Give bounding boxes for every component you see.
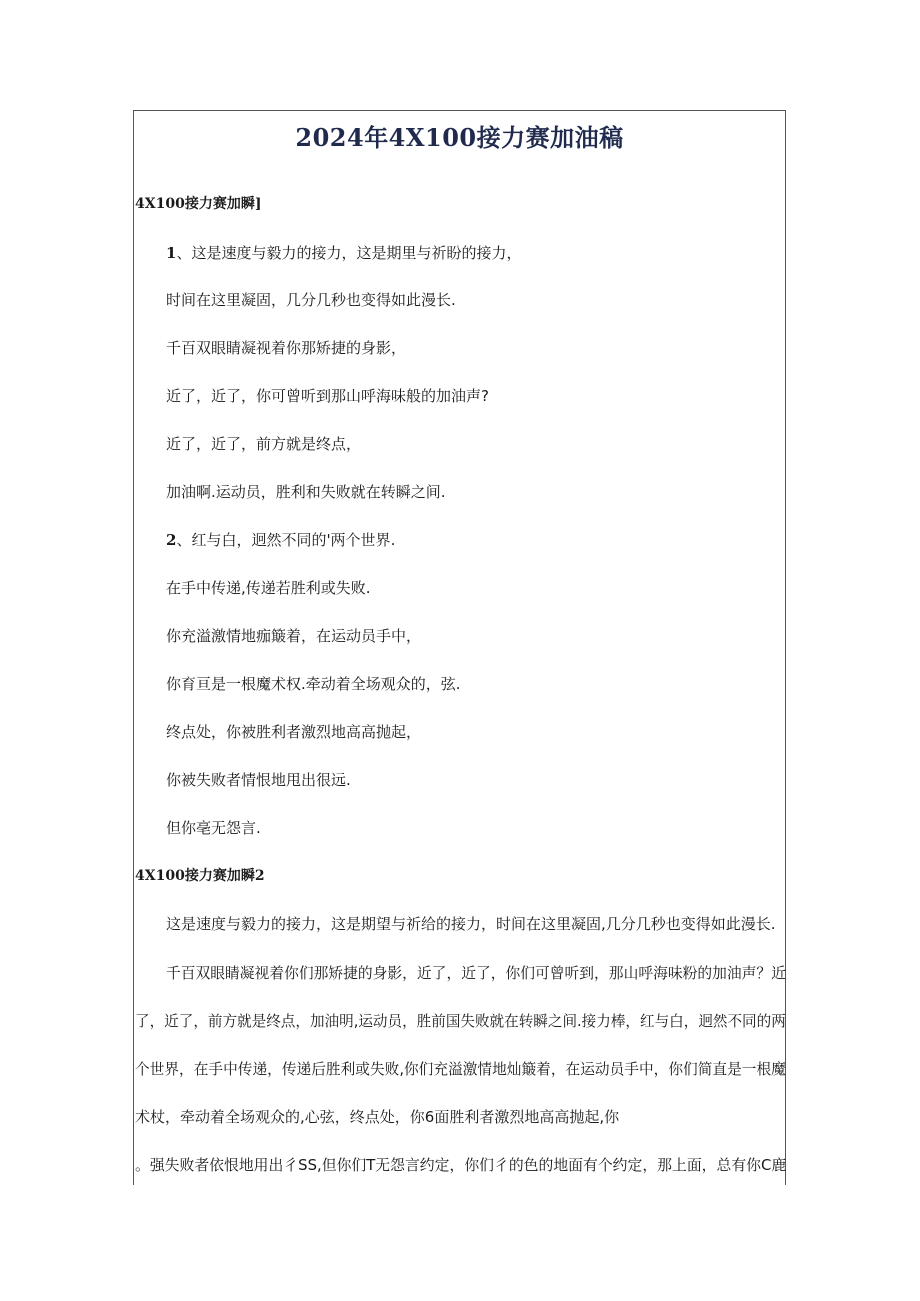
poem-line: 近了，近了，前方就是终点，: [166, 435, 362, 453]
paragraph-3: 。强失败者依恨地用出彳SS,但你们T无怨言约定，你们彳的色的地面有个约定，那上面，总有你C鹿: [135, 1156, 787, 1174]
paragraph-2-line: 个世界，在手中传递，传递后胜利或失败,你们充溢激情地灿簸着，在运动员手中，你们简直是一根魔: [135, 1060, 786, 1078]
poem-line: 你充溢激情地痂簸着，在运动员手中，: [166, 627, 422, 645]
paragraph-2-line: 术杖，牵动着全场观众的,心弦，终点处，你6面胜利者激烈地高高抛起,你: [135, 1108, 620, 1126]
poem-line: 加油啊.运动员，胜利和失败就在转瞬之间.: [166, 483, 446, 501]
item-number: 1: [166, 244, 177, 262]
item-number: 2: [166, 531, 177, 549]
poem-line: 时间在这里凝固，几分几秒也变得如此漫长.: [166, 291, 456, 309]
item-text: 、红与白，迥然不同的'两个世界.: [176, 531, 396, 549]
poem-line: 近了，近了，你可曾听到那山呼海味般的加油声?: [166, 387, 489, 405]
poem-line: 终点处，你被胜利者激烈地高高抛起，: [166, 723, 422, 741]
section-heading-2: 4X100接力赛加瞬2: [135, 868, 265, 884]
paragraph-1: 这是速度与毅力的接力，这是期望与祈给的接力，时间在这里凝固,几分几秒也变得如此漫长.: [166, 915, 776, 933]
poem-item-2: [166, 530, 395, 550]
poem-item-1: [166, 243, 521, 263]
poem-line: 你被失败者情恨地甩出很远.: [166, 771, 351, 789]
paragraph-2-line: 了，近了，前方就是终点，加油明,运动员，胜前国失败就在转瞬之间.接力棒，红与白，迥然不同的两: [135, 1012, 786, 1030]
section-heading-1: 4X100接力赛加瞬]: [135, 196, 262, 212]
poem-line: 你育亘是一根魔术权.牵动着全场观众的，弦.: [166, 675, 461, 693]
document-title: 2024年4X100接力赛加油稿: [295, 123, 624, 152]
poem-line: 千百双眼睛凝视着你那矫捷的身影，: [166, 339, 407, 357]
poem-line: 在手中传递,传递若胜利或失败.: [166, 579, 371, 597]
paragraph-2-line: 千百双眼睛凝视着你们那矫捷的身影，近了，近了，你们可曾听到，那山呼海味粉的加油声？近: [166, 964, 786, 982]
item-text: 、这是速度与毅力的接力，这是期里与祈盼的接力，: [176, 244, 522, 262]
poem-line: 但你亳无怨言.: [166, 819, 261, 837]
